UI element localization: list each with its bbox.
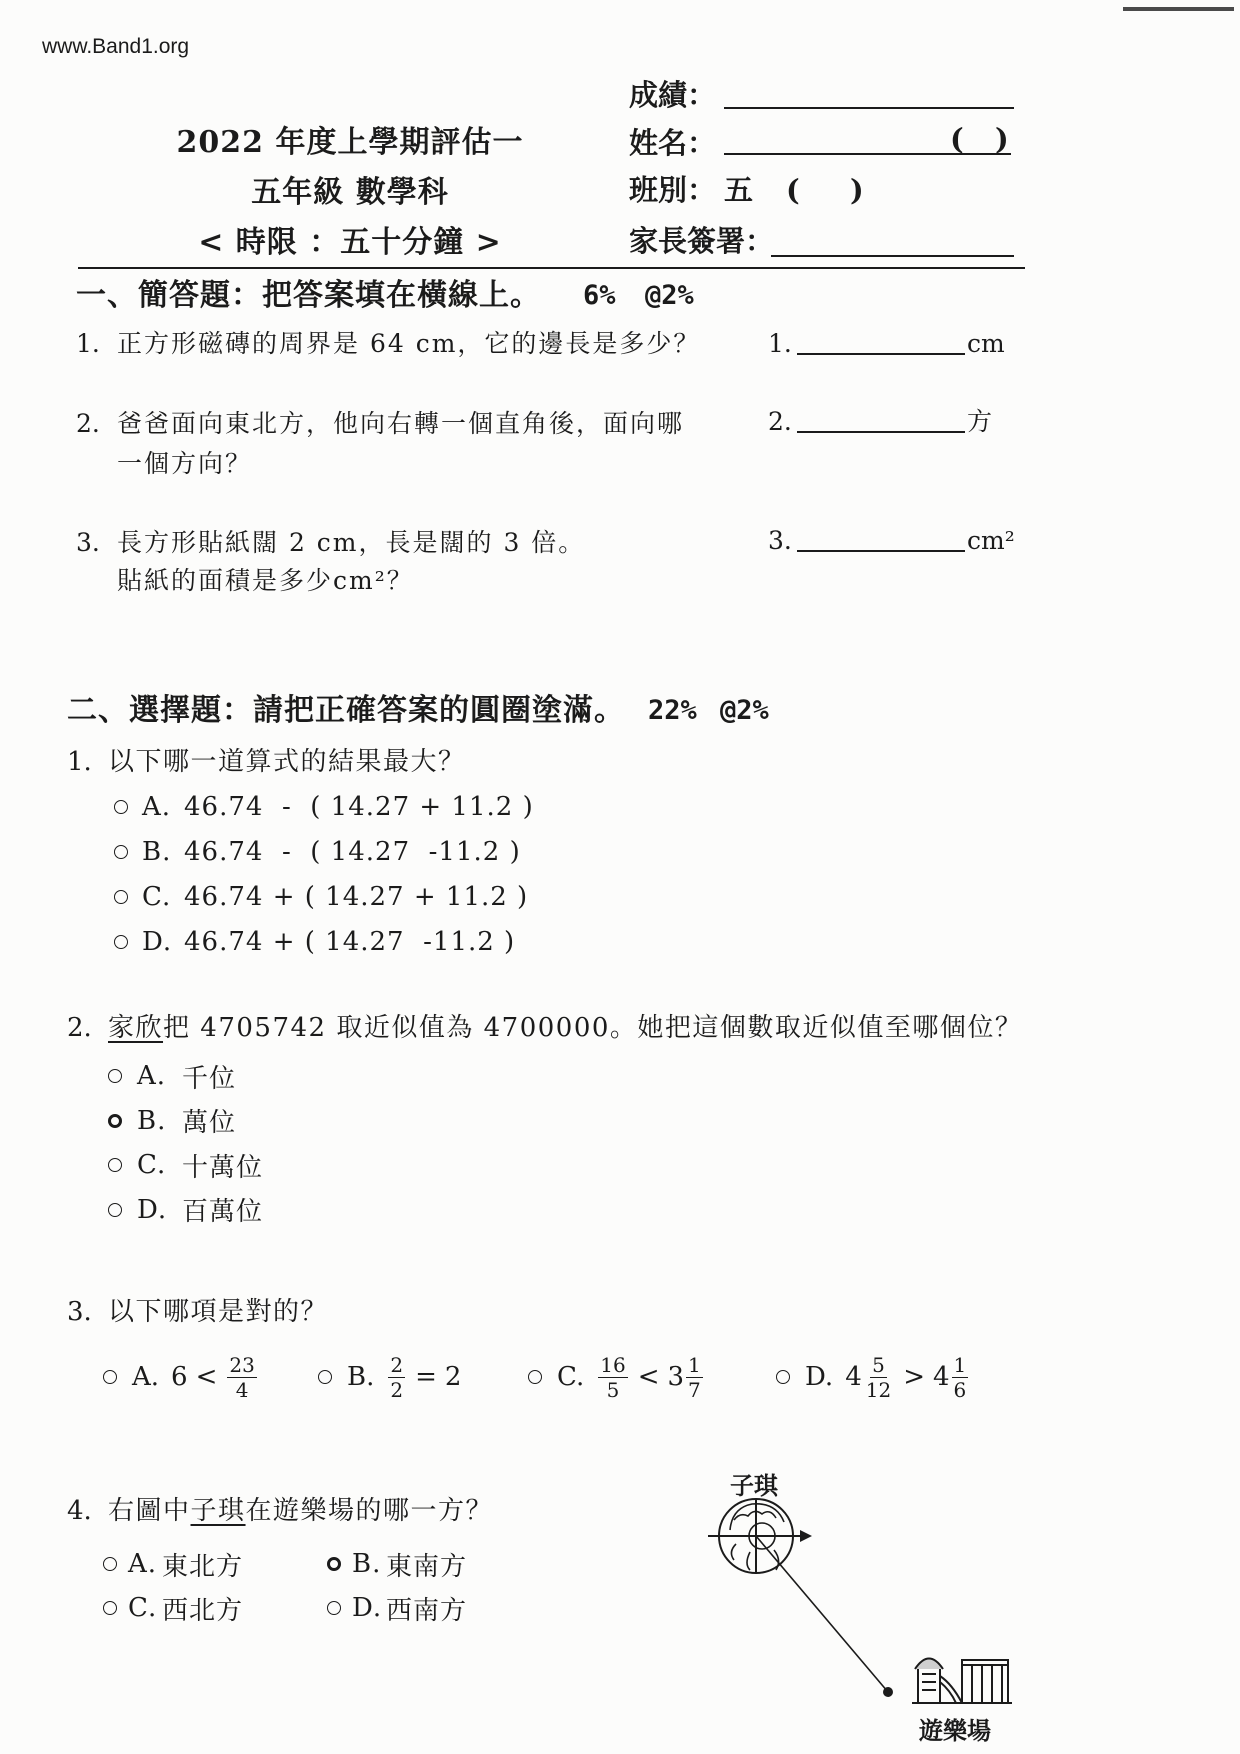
option-text: 46.74 - ( 14.27 -11.2 ) bbox=[184, 836, 521, 867]
question-text-line-1: 爸爸面向東北方，他向右轉一個直角後，面向哪 bbox=[117, 409, 685, 438]
section2-heading: 二、選擇題：請把正確答案的圓圈塗滿。 bbox=[67, 693, 625, 728]
question-number: 1. bbox=[67, 747, 92, 777]
name-paren-close: ) bbox=[995, 122, 1009, 156]
mc-question-2-options bbox=[108, 1054, 263, 1232]
mixed-whole: 3 bbox=[667, 1362, 685, 1392]
answer-bubble bbox=[327, 1557, 341, 1571]
denominator: 2 bbox=[390, 1377, 404, 1402]
left-value: 6 bbox=[171, 1362, 188, 1392]
question-text-post: 在遊樂場的哪一方？ bbox=[245, 1496, 494, 1526]
option-letter: D. bbox=[137, 1194, 168, 1225]
section1-heading: 一、簡答題：把答案填在橫線上。 bbox=[76, 278, 541, 313]
denominator: 6 bbox=[953, 1377, 967, 1402]
option-letter: D. bbox=[805, 1362, 834, 1392]
compass-icon bbox=[708, 1498, 812, 1574]
option-text: 千位 bbox=[182, 1063, 237, 1094]
question-number: 1. bbox=[76, 329, 100, 358]
answer-bubble bbox=[103, 1557, 117, 1571]
class-paren-close: ) bbox=[850, 173, 864, 207]
parent-signature-label: 家長簽署： bbox=[629, 224, 775, 258]
numerator: 1 bbox=[953, 1352, 967, 1377]
site-url: www.Band1.org bbox=[42, 35, 190, 58]
exam-subtitle: 五年級 數學科 bbox=[251, 175, 449, 210]
answer-bubble bbox=[114, 890, 128, 904]
direction-line bbox=[756, 1536, 888, 1692]
answer-bubble bbox=[108, 1114, 122, 1128]
option-d bbox=[327, 1586, 467, 1630]
option-text: 46.74 + ( 14.27 + 11.2 ) bbox=[184, 881, 529, 912]
denominator: 7 bbox=[688, 1377, 701, 1402]
header-rule bbox=[78, 267, 1025, 269]
option-c bbox=[114, 874, 534, 919]
question-text: 以下哪一道算式的結果最大？ bbox=[108, 747, 466, 777]
option-a bbox=[103, 1542, 243, 1586]
answer-unit: cm² bbox=[967, 526, 1015, 555]
class-label: 班別： bbox=[629, 173, 717, 207]
question-text: 正方形磁磚的周界是 64 cm，它的邊長是多少？ bbox=[117, 329, 701, 358]
person-label: 子琪 bbox=[730, 1471, 778, 1500]
fraction bbox=[598, 1353, 627, 1402]
fraction bbox=[686, 1353, 703, 1402]
answer-blank-3 bbox=[768, 524, 1015, 558]
class-paren-open: ( bbox=[786, 173, 800, 207]
section1-marks: 6% bbox=[583, 280, 616, 311]
option-d bbox=[776, 1347, 970, 1407]
mc-question-2 bbox=[67, 1009, 1022, 1047]
short-question-1 bbox=[76, 324, 700, 364]
time-limit: < 時限 ：五十分鐘 > bbox=[198, 225, 502, 260]
option-c bbox=[528, 1347, 705, 1407]
answer-bubble bbox=[114, 935, 128, 949]
answer-line bbox=[797, 329, 965, 355]
option-text: 十萬位 bbox=[182, 1152, 264, 1183]
place-label: 遊樂場 bbox=[919, 1716, 991, 1745]
answer-number: 3. bbox=[768, 526, 792, 555]
numerator: 23 bbox=[229, 1352, 255, 1377]
location-dot bbox=[883, 1687, 893, 1697]
comparison-symbol: < bbox=[637, 1362, 660, 1392]
answer-bubble bbox=[108, 1158, 122, 1172]
option-a bbox=[114, 784, 534, 829]
answer-bubble bbox=[327, 1601, 341, 1615]
answer-bubble bbox=[103, 1370, 117, 1384]
question-text-pre: 右圖中 bbox=[108, 1496, 191, 1526]
option-text: 西北方 bbox=[162, 1595, 244, 1626]
question-text: 把 4705742 取近似值為 4700000。她把這個數取近似值至哪個位？ bbox=[163, 1013, 1023, 1043]
mc-question-4 bbox=[67, 1492, 493, 1530]
parent-signature-line bbox=[771, 255, 1014, 257]
option-text: 東北方 bbox=[162, 1551, 244, 1582]
option-letter: B. bbox=[142, 836, 172, 867]
question-number: 2. bbox=[67, 1013, 92, 1043]
student-name: 子琪 bbox=[190, 1496, 246, 1526]
comparison-symbol: = bbox=[415, 1362, 437, 1392]
fraction bbox=[864, 1353, 893, 1402]
score-line bbox=[724, 107, 1014, 109]
answer-bubble bbox=[108, 1203, 122, 1217]
answer-unit: cm bbox=[967, 329, 1005, 358]
score-label: 成績： bbox=[629, 78, 717, 112]
question-number: 3. bbox=[76, 528, 100, 557]
question-text-line-2: 貼紙的面積是多少cm²？ bbox=[117, 566, 414, 595]
short-question-2 bbox=[76, 404, 684, 484]
fraction bbox=[388, 1353, 405, 1402]
answer-bubble bbox=[528, 1370, 542, 1384]
option-letter: C. bbox=[142, 881, 172, 912]
option-text: 46.74 + ( 14.27 -11.2 ) bbox=[184, 926, 516, 957]
option-text: 百萬位 bbox=[182, 1197, 264, 1228]
option-letter: A. bbox=[128, 1549, 158, 1579]
question-text-line-1: 長方形貼紙闊 2 cm，長是闊的 3 倍。 bbox=[117, 528, 586, 557]
answer-bubble bbox=[318, 1370, 332, 1384]
option-d bbox=[108, 1188, 263, 1233]
option-b bbox=[327, 1542, 467, 1586]
numerator: 1 bbox=[688, 1352, 701, 1377]
direction-figure bbox=[690, 1460, 1030, 1750]
answer-bubble bbox=[114, 845, 128, 859]
fraction bbox=[227, 1353, 256, 1402]
mc-question-3 bbox=[67, 1293, 328, 1331]
option-a bbox=[108, 1054, 263, 1099]
question-number: 3. bbox=[67, 1297, 92, 1327]
section2-marks: 22% bbox=[648, 695, 697, 726]
numerator: 5 bbox=[872, 1352, 885, 1377]
comparison-symbol: > bbox=[903, 1362, 925, 1392]
answer-bubble bbox=[114, 800, 128, 814]
mc-question-1 bbox=[67, 743, 466, 781]
answer-blank-1 bbox=[768, 327, 1005, 361]
fraction bbox=[952, 1353, 969, 1402]
answer-number: 1. bbox=[768, 329, 792, 358]
option-letter: B. bbox=[347, 1362, 375, 1392]
denominator: 12 bbox=[865, 1377, 892, 1402]
scan-artifact bbox=[1123, 7, 1234, 11]
numerator: 16 bbox=[600, 1352, 626, 1377]
option-text: 46.74 - ( 14.27 + 11.2 ) bbox=[184, 791, 534, 822]
option-letter: B. bbox=[352, 1549, 382, 1579]
answer-line bbox=[797, 407, 965, 433]
option-b bbox=[114, 829, 534, 874]
student-name: 家欣 bbox=[108, 1013, 164, 1043]
option-c bbox=[103, 1586, 243, 1630]
question-number: 4. bbox=[67, 1496, 92, 1526]
mixed-whole: 4 bbox=[845, 1362, 862, 1392]
name-line bbox=[724, 153, 1011, 155]
mc-question-1-options bbox=[114, 784, 534, 964]
question-number: 2. bbox=[76, 409, 100, 438]
denominator: 5 bbox=[606, 1377, 620, 1402]
answer-line bbox=[797, 526, 965, 552]
option-letter: C. bbox=[128, 1593, 158, 1623]
answer-unit: 方 bbox=[967, 407, 993, 436]
question-text-line-2: 一個方向？ bbox=[117, 449, 253, 478]
option-letter: D. bbox=[142, 926, 173, 957]
short-question-3 bbox=[76, 524, 585, 600]
exam-title: 2022 年度上學期評估一 bbox=[176, 125, 524, 160]
option-letter: C. bbox=[137, 1150, 167, 1181]
option-letter: A. bbox=[137, 1061, 167, 1092]
section1-marks-each: @2% bbox=[645, 280, 694, 311]
option-letter: A. bbox=[142, 791, 172, 822]
option-text: 萬位 bbox=[182, 1108, 237, 1139]
denominator: 4 bbox=[235, 1377, 249, 1402]
option-a bbox=[103, 1347, 259, 1407]
option-letter: D. bbox=[352, 1593, 383, 1623]
numerator: 2 bbox=[390, 1352, 404, 1377]
answer-blank-2 bbox=[768, 405, 992, 439]
answer-bubble bbox=[776, 1370, 790, 1384]
question-text: 以下哪項是對的？ bbox=[108, 1297, 329, 1327]
option-b bbox=[318, 1347, 461, 1407]
option-d bbox=[114, 919, 534, 964]
answer-bubble bbox=[108, 1069, 122, 1083]
name-label: 姓名： bbox=[629, 126, 717, 160]
option-text: 西南方 bbox=[386, 1595, 468, 1626]
option-b bbox=[108, 1099, 263, 1144]
mc-question-4-options-left bbox=[103, 1542, 243, 1630]
option-c bbox=[108, 1143, 263, 1188]
option-letter: B. bbox=[137, 1105, 167, 1136]
mixed-whole: 4 bbox=[932, 1362, 950, 1392]
answer-bubble bbox=[103, 1601, 117, 1615]
class-value: 五 bbox=[724, 173, 754, 207]
option-letter: C. bbox=[557, 1362, 585, 1392]
playground-icon bbox=[912, 1659, 1012, 1704]
answer-number: 2. bbox=[768, 407, 792, 436]
option-text: 東南方 bbox=[386, 1551, 468, 1582]
name-paren-open: ( bbox=[950, 122, 964, 156]
comparison-symbol: < bbox=[195, 1362, 218, 1392]
right-value: 2 bbox=[444, 1362, 462, 1392]
option-letter: A. bbox=[132, 1362, 160, 1392]
mc-question-4-options-right bbox=[327, 1542, 467, 1630]
section2-marks-each: @2% bbox=[720, 695, 769, 726]
